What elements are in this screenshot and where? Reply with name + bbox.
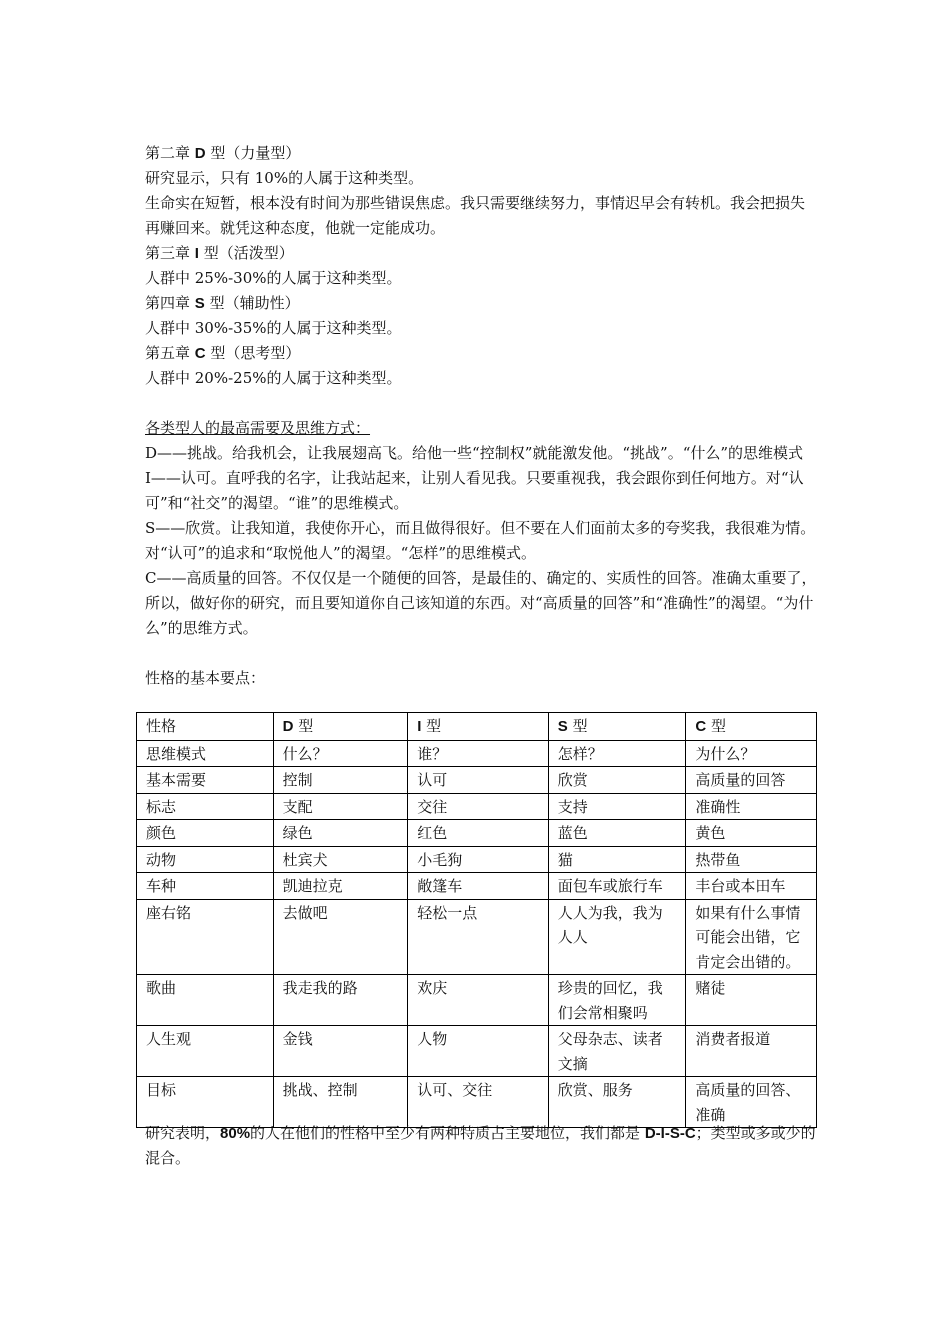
table-cell: 绿色 [273,820,408,847]
table-cell: 为什么？ [686,740,817,767]
needs-s-paragraph: S——欣赏。让我知道，我使你开心，而且做得很好。但不要在人们面前太多的夸奖我，我很难为情。对“认可”的追求和“取悦他人”的渴望。“怎样”的思维模式。 [145,519,816,562]
chapter-label: 第二章 [145,144,191,162]
table-cell: 高质量的回答、准确 [686,1077,817,1128]
needs-heading: 各类型人的最高需要及思维方式： [145,419,371,437]
type-letter: S [194,295,205,312]
table-cell: 金钱 [273,1026,408,1077]
row-label-cell: 目标 [137,1077,274,1128]
table-cell: 什么？ [273,740,408,767]
needs-d-paragraph: D——挑战。给我机会，让我展翅高飞。给他一些“控制权”就能激发他。“挑战”。“什么”的思维模式 [145,444,804,462]
table-row [137,1077,817,1128]
table-row [137,793,817,820]
table-cell: C 型 [686,713,817,741]
table-row [137,975,817,1026]
chapter-label: 第四章 [145,294,191,312]
conclusion-text: 研究表明， [145,1124,221,1142]
table-body [137,713,817,1128]
table-cell: 认可 [408,767,549,794]
chapter-5-stat: 人群中 20%-25%的人属于这种类型。 [145,369,402,387]
type-letter: S [557,718,568,735]
table-cell: 欢庆 [408,975,549,1026]
row-label-cell: 歌曲 [137,975,274,1026]
type-name: 型（活泼型） [203,244,294,262]
chapter-2-paragraph: 生命实在短暂，根本没有时间为那些错误焦虑。我只需要继续努力，事情迟早会有转机。我会把损失再赚回来。就凭这种态度，他就一定能成功。 [145,194,806,237]
row-label-cell: 标志 [137,793,274,820]
table-cell: 怎样？ [548,740,686,767]
table-cell: 如果有什么事情可能会出错，它肯定会出错的。 [686,899,817,975]
table-cell: 谁？ [408,740,549,767]
blank-line [145,641,817,666]
needs-i-paragraph: I——认可。直呼我的名字，让我站起来，让别人看见我。只要重视我，我会跟你到任何地方。对“认可”和“社交”的渴望。“谁”的思维模式。 [145,469,804,512]
table-cell: 去做吧 [273,899,408,975]
row-label-cell: 基本需要 [137,767,274,794]
table-cell: 支持 [548,793,686,820]
row-label-cell: 性格 [137,713,274,741]
table-cell: D 型 [273,713,408,741]
table-cell: 珍贵的回忆，我们会常相聚吗 [548,975,686,1026]
conclusion-percent: 80% [220,1125,251,1142]
type-letter: D [194,145,206,162]
chapter-4-heading [145,291,817,316]
table-cell: 敞篷车 [408,873,549,900]
conclusion-text: ；类型或多或少的混合。 [145,1124,816,1167]
type-name: 型（力量型） [210,144,301,162]
chapter-2-heading [145,141,817,166]
table-cell: 杜宾犬 [273,846,408,873]
table-cell: 准确性 [686,793,817,820]
type-letter: I [194,245,199,262]
table-cell: 蓝色 [548,820,686,847]
table-cell: 支配 [273,793,408,820]
row-label-cell: 动物 [137,846,274,873]
row-label-cell: 座右铭 [137,899,274,975]
table-cell: 父母杂志、读者文摘 [548,1026,686,1077]
table-row [137,767,817,794]
table-cell: 丰台或本田车 [686,873,817,900]
table-cell: S 型 [548,713,686,741]
table-cell: 赌徒 [686,975,817,1026]
table-row [137,899,817,975]
document-body [145,141,817,691]
table-cell: 凯迪拉克 [273,873,408,900]
chapter-3-stat: 人群中 25%-30%的人属于这种类型。 [145,269,402,287]
table-cell: 人物 [408,1026,549,1077]
table-caption: 性格的基本要点： [145,669,266,687]
type-letter: C [194,345,206,362]
chapter-2-stat: 研究显示，只有 10%的人属于这种类型。 [145,169,424,187]
row-label-cell: 颜色 [137,820,274,847]
chapter-label: 第五章 [145,344,191,362]
table-cell: 小毛狗 [408,846,549,873]
table-cell: 猫 [548,846,686,873]
table-cell: 挑战、控制 [273,1077,408,1128]
conclusion-text: 的人在他们的性格中至少有两种特质占主要地位，我们都是 [250,1124,645,1142]
table-cell: 面包车或旅行车 [548,873,686,900]
table-cell: 欣赏 [548,767,686,794]
table-cell: 高质量的回答 [686,767,817,794]
type-letter: I [417,718,422,735]
type-name: 型（思考型） [210,344,301,362]
blank-line [145,391,817,416]
table-cell: 消费者报道 [686,1026,817,1077]
table-cell: 轻松一点 [408,899,549,975]
table-cell: 认可、交往 [408,1077,549,1128]
row-label-cell: 车种 [137,873,274,900]
table-cell: 人人为我，我为人人 [548,899,686,975]
conclusion-paragraph [145,1121,817,1171]
needs-c-paragraph: C——高质量的回答。不仅仅是一个随便的回答，是最佳的、确定的、实质性的回答。准确太重要了，所以，做好你的研究，而且要知道你自己该知道的东西。对“高质量的回答”和“准确性”的渴望。“为什么”的思维方式。 [145,569,817,637]
conclusion-disc: D-I-S-C [644,1125,696,1142]
table-cell: 我走我的路 [273,975,408,1026]
type-letter: D [282,718,294,735]
table-header-row [137,713,817,741]
table-cell: 交往 [408,793,549,820]
table-row [137,846,817,873]
table-row [137,820,817,847]
table-row [137,873,817,900]
row-label-cell: 思维模式 [137,740,274,767]
table-cell: 热带鱼 [686,846,817,873]
table-cell: 红色 [408,820,549,847]
personality-table [136,712,817,1128]
table-row [137,1026,817,1077]
chapter-4-stat: 人群中 30%-35%的人属于这种类型。 [145,319,402,337]
table-cell: 欣赏、服务 [548,1077,686,1128]
table-cell: I 型 [408,713,549,741]
row-label-cell: 人生观 [137,1026,274,1077]
chapter-3-heading [145,241,817,266]
table-cell: 黄色 [686,820,817,847]
type-letter: C [695,718,707,735]
table-row [137,740,817,767]
chapter-5-heading [145,341,817,366]
table-cell: 控制 [273,767,408,794]
type-name: 型（辅助性） [209,294,300,312]
chapter-label: 第三章 [145,244,191,262]
